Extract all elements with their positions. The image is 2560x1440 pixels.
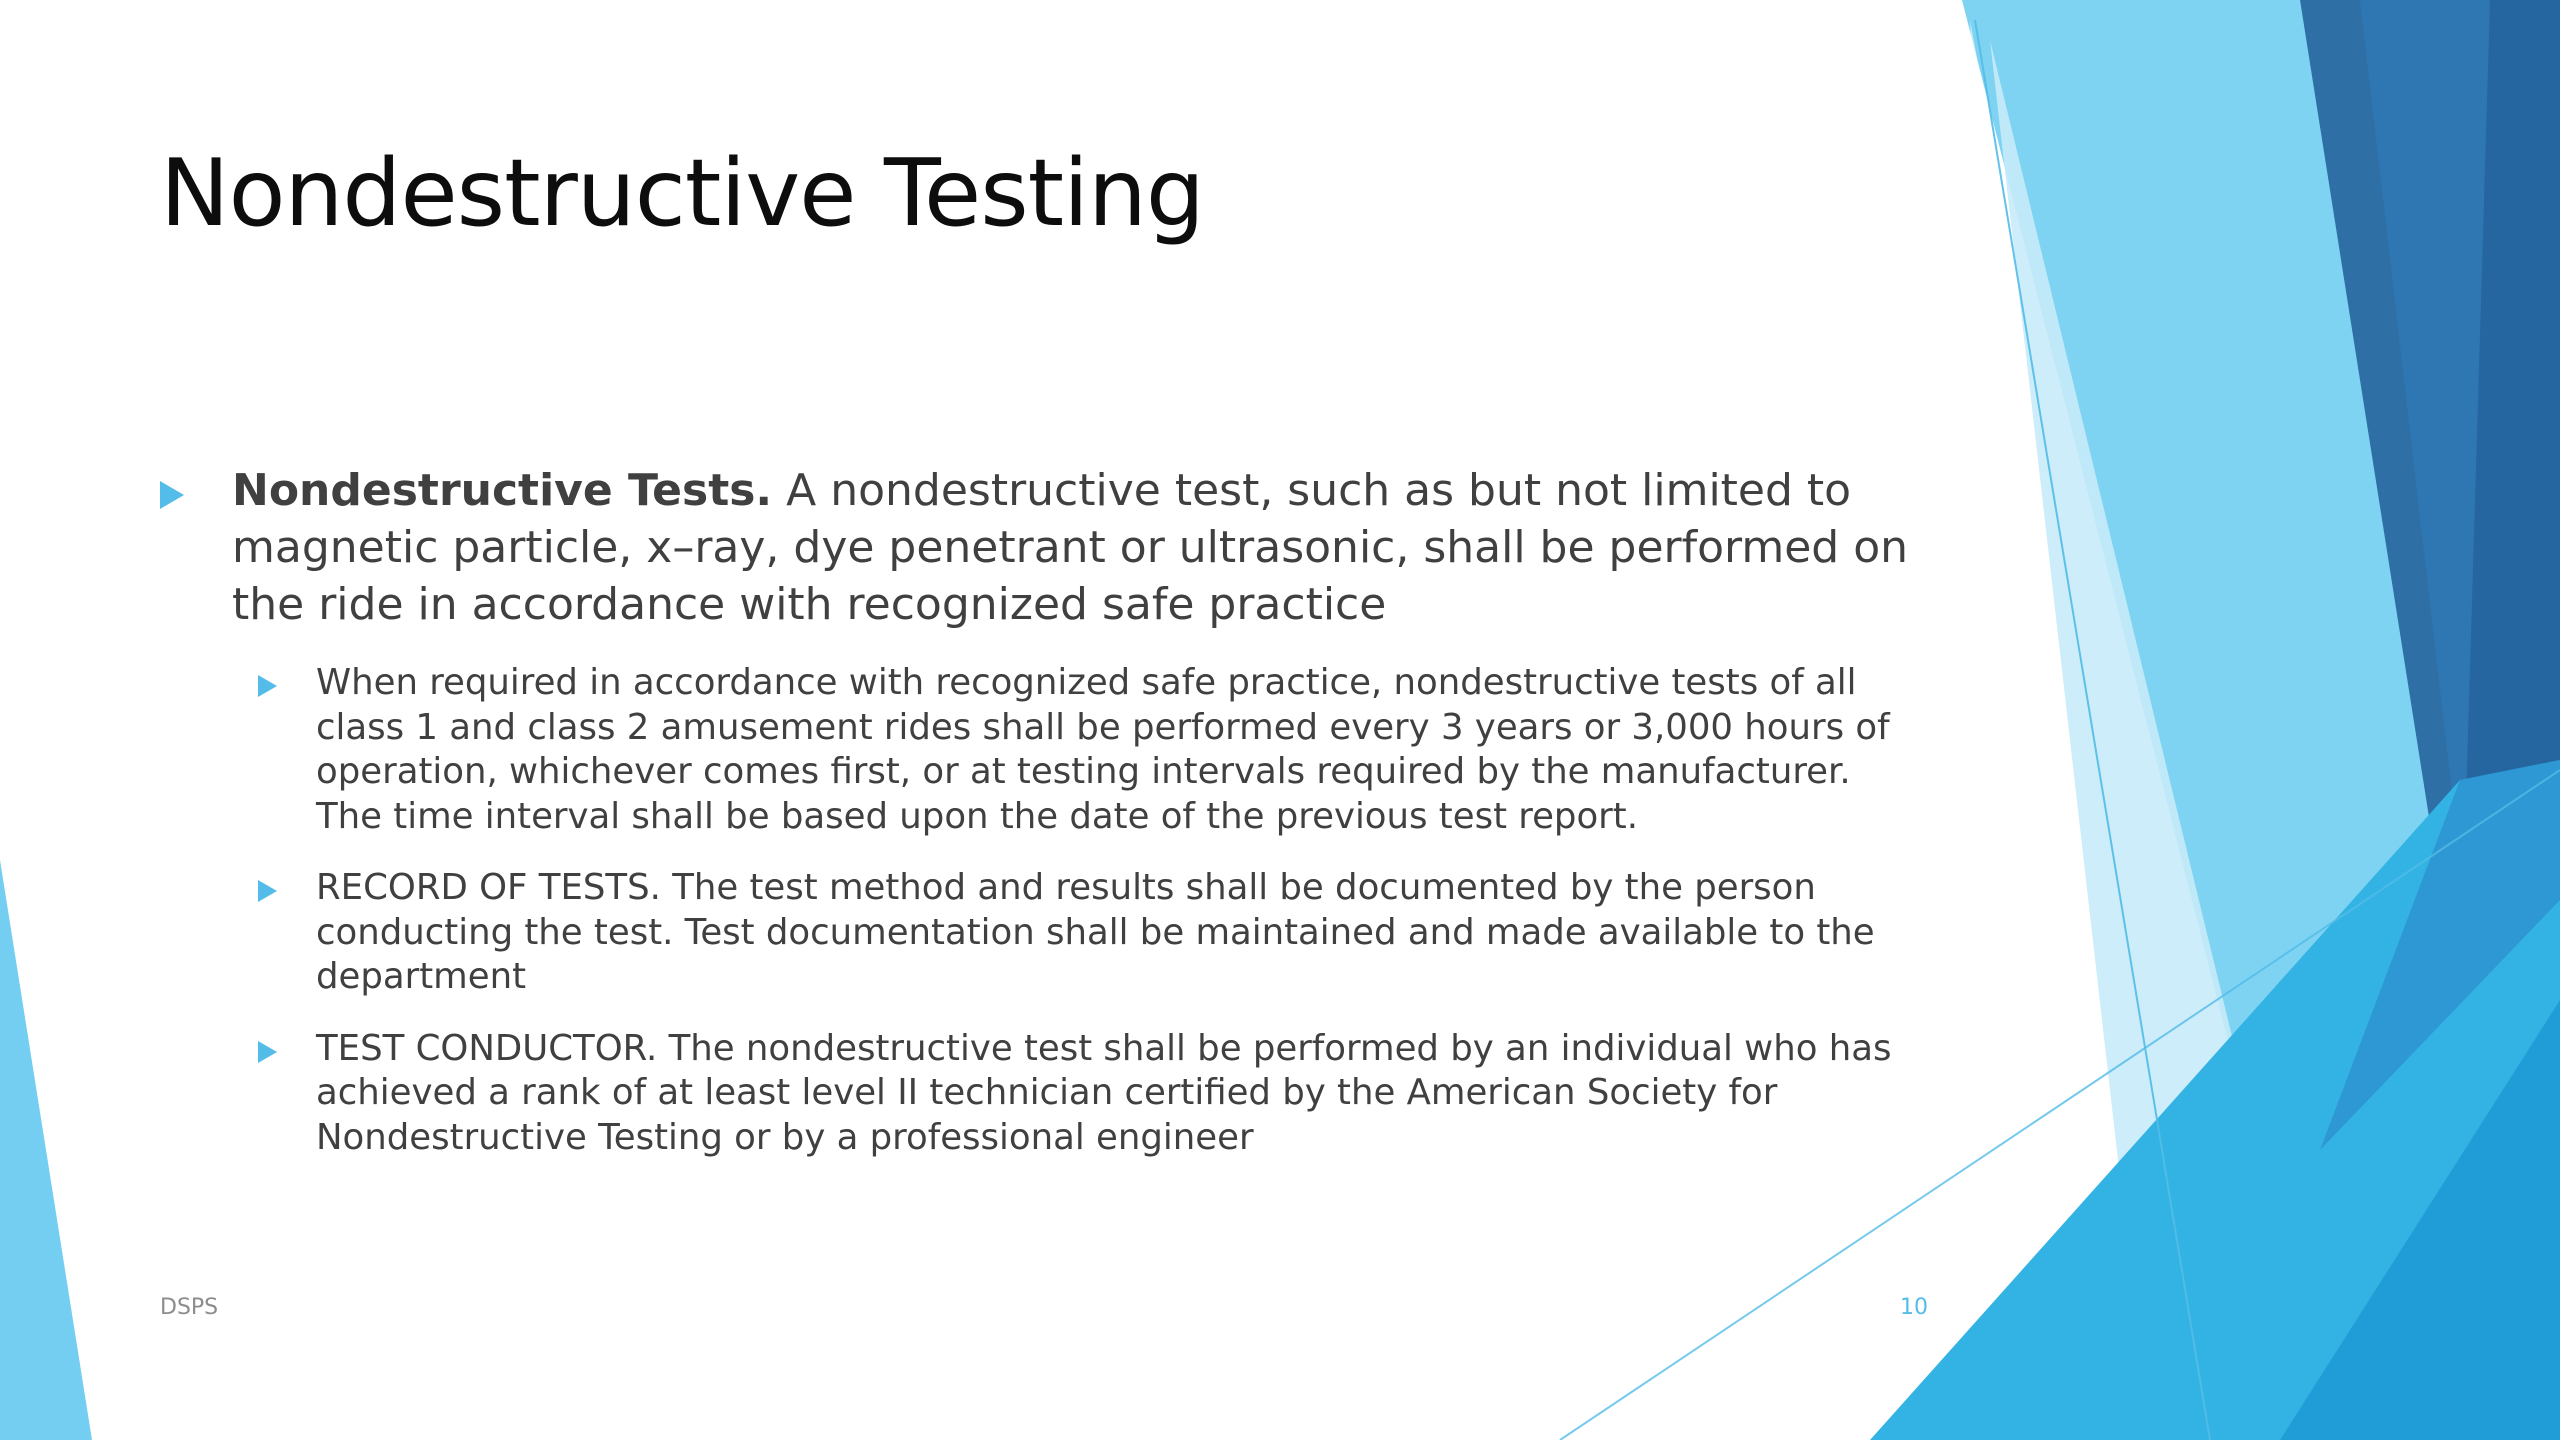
triangle-bullet-icon bbox=[258, 1027, 316, 1063]
triangle-bullet-icon bbox=[160, 462, 232, 509]
subbullet-text: RECORD OF TESTS. The test method and results shall be documented by the person conducting the test. Test documentation shall be maintained and made available to the department bbox=[316, 867, 1875, 997]
slide-body bbox=[160, 462, 1920, 1187]
subbullet-item bbox=[258, 661, 1920, 839]
bullet-item bbox=[160, 462, 1920, 633]
subbullet-item bbox=[258, 1027, 1920, 1161]
subbullet-text: TEST CONDUCTOR. The nondestructive test shall be performed by an individual who has achieved a rank of at least level II technician certified by the American Society for Nondestructive Testing or by a professional engineer bbox=[316, 1027, 1892, 1158]
bullet-body: A nondestructive test, such as but not limited to magnetic particle, x–ray, dye penetrant or ultrasonic, shall be performed on the ride in accordance with recognized safe practice bbox=[232, 465, 1908, 630]
page-number: 10 bbox=[1900, 1295, 1928, 1320]
footer-text: DSPS bbox=[160, 1295, 219, 1320]
triangle-bullet-icon bbox=[258, 866, 316, 902]
triangle-bullet-icon bbox=[258, 661, 316, 697]
bullet-text bbox=[232, 462, 1920, 633]
subbullet-item bbox=[258, 866, 1920, 1000]
bullet-heading: Nondestructive Tests. bbox=[232, 465, 773, 516]
subbullet-text: When required in accordance with recognized safe practice, nondestructive tests of all class 1 and class 2 amusement rides shall be performed every 3 years or 3,000 hours of operation, whichever comes first, or at testing intervals required by the manufacturer. The time interval shall be based upon the date of the previous test report. bbox=[316, 662, 1890, 837]
left-edge-triangle bbox=[0, 860, 92, 1440]
slide-title: Nondestructive Testing bbox=[160, 139, 1204, 247]
